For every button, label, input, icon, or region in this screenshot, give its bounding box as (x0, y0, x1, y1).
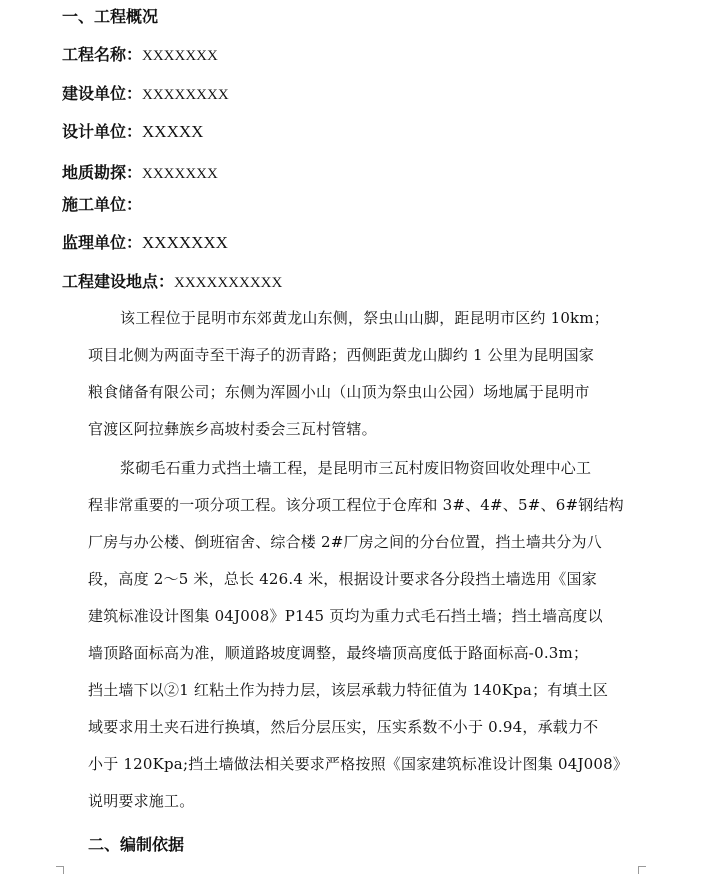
field-geological-survey (62, 160, 218, 183)
field-value: XXXXXXXXXX (174, 275, 283, 291)
field-value: XXXXXXX (142, 166, 218, 182)
field-construction-site (62, 269, 282, 292)
field-contractor (62, 192, 142, 215)
field-label: 设计单位： (62, 122, 143, 141)
paragraph-line: 墙顶路面标高为准，顺道路坡度调整，最终墙顶高度低于路面标高-0.3m； (88, 644, 589, 662)
paragraph-line: 粮食储备有限公司；东侧为浑圆小山（山顶为祭虫山公园）场地属于昆明市 (88, 383, 590, 401)
paragraph-line: 建筑标准设计图集 04J008》P145 页均为重力式毛石挡土墙；挡土墙高度以 (88, 607, 603, 625)
field-project-name (62, 42, 218, 65)
paragraph-line: 程非常重要的一项分项工程。该分项工程位于仓库和 3#、4#、5#、6#钢结构 (88, 496, 624, 514)
field-design-unit (62, 119, 203, 142)
paragraph-line: 段，高度 2～5 米，总长 426.4 米，根据设计要求各分段挡土墙选用《国家 (88, 570, 597, 588)
section-heading-basis: 二、编制依据 (88, 835, 185, 854)
field-construction-unit (62, 81, 229, 104)
paragraph-line: 厂房与办公楼、倒班宿舍、综合楼 2#厂房之间的分台位置，挡土墙共分为八 (88, 533, 602, 551)
field-value: XXXXXXX (142, 233, 228, 252)
field-value: XXXXXXXX (142, 87, 229, 103)
paragraph-line: 该工程位于昆明市东郊黄龙山东侧，祭虫山山脚，距昆明市区约 10km； (120, 309, 609, 327)
field-label: 建设单位： (62, 84, 143, 103)
paragraph-line: 挡土墙下以②1 红粘土作为持力层，该层承载力特征值为 140Kpa；有填土区 (88, 681, 609, 699)
field-value: XXXXXXX (142, 48, 218, 64)
field-label: 工程名称： (62, 45, 143, 64)
field-label: 施工单位： (62, 195, 143, 214)
field-supervision-unit (62, 230, 228, 253)
paragraph-line: 小于 120Kpa;挡土墙做法相关要求严格按照《国家建筑标准设计图集 04J008》 (88, 755, 629, 773)
field-label: 监理单位： (62, 233, 143, 252)
paragraph-line: 浆砌毛石重力式挡土墙工程，是昆明市三瓦村废旧物资回收处理中心工 (120, 459, 592, 477)
paragraph-line: 说明要求施工。 (88, 792, 195, 810)
paragraph-line: 项目北侧为两面寺至干海子的沥青路；西侧距黄龙山脚约 1 公里为昆明国家 (88, 346, 595, 364)
section-heading-overview: 一、工程概况 (62, 7, 159, 26)
field-value: XXXXX (142, 122, 204, 141)
field-label: 工程建设地点： (62, 272, 175, 291)
field-label: 地质勘探： (62, 163, 143, 182)
paragraph-line: 域要求用土夹石进行换填，然后分层压实，压实系数不小于 0.94，承载力不 (88, 718, 599, 736)
margin-corner-mark (638, 866, 646, 874)
paragraph-line: 官渡区阿拉彝族乡高坡村委会三瓦村管辖。 (88, 420, 377, 438)
margin-corner-mark (56, 866, 64, 874)
